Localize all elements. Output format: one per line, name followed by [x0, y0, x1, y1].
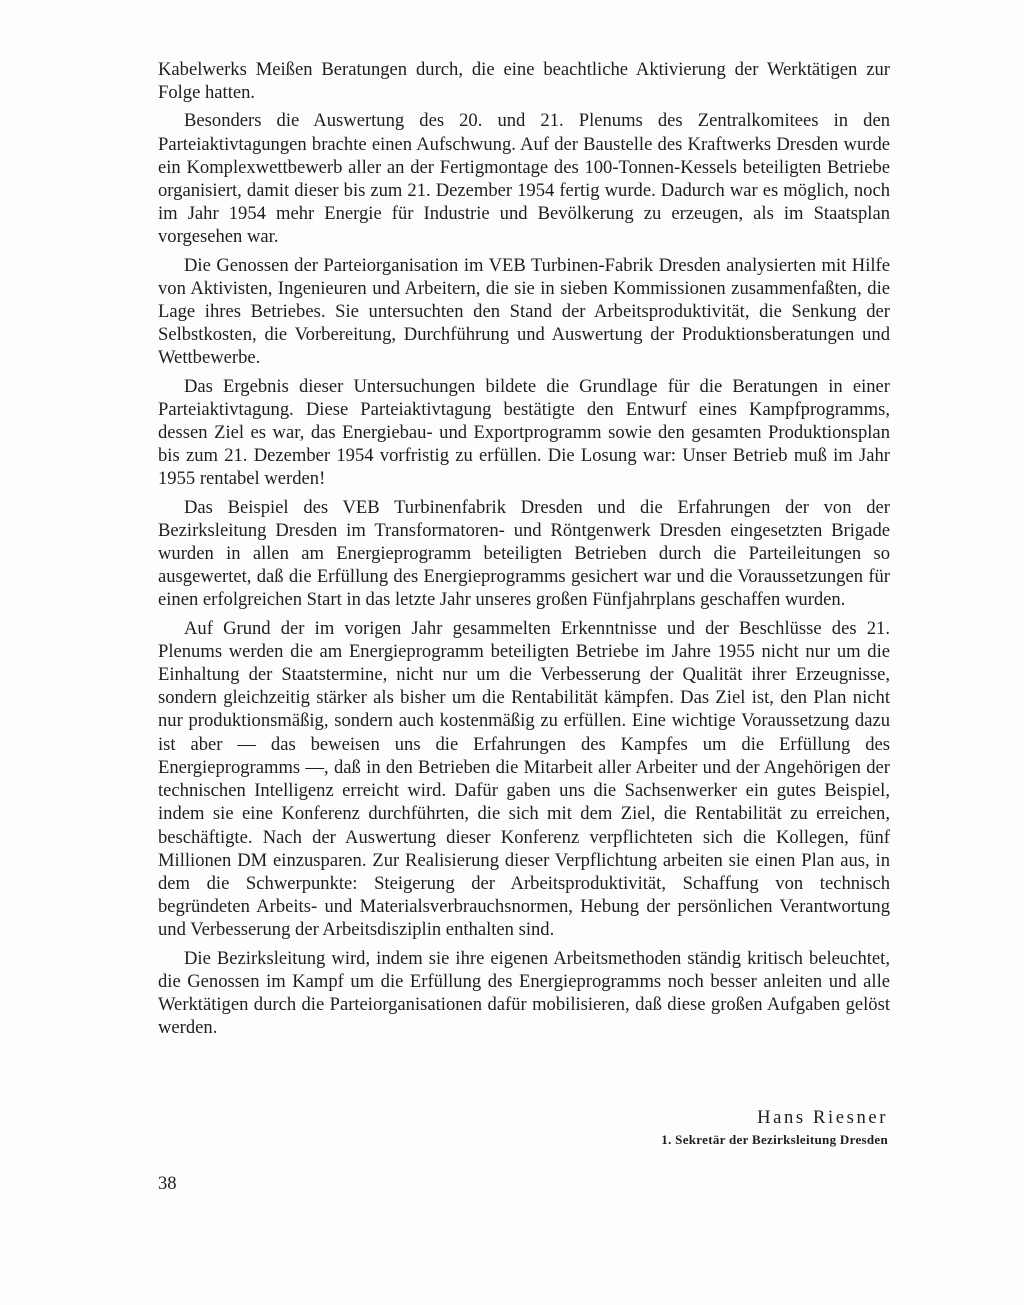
signature-name: Hans Riesner — [757, 1107, 888, 1128]
paragraph: Das Beispiel des VEB Turbinenfabrik Dresden und die Erfahrungen der von der Bezirksleitung Dresden im Transformatoren- und Röntgenwerk Dresden eingesetzten Brigade wurden in allen am Energieprogramm beteiligten Betrieben durch die Parteileitungen so ausgewertet, daß die Erfüllung des Energieprogramms gesichert war und die Voraussetzungen für einen erfolgreichen Start in das letzte Jahr unseres großen Fünfjahrplans geschaffen wurden. — [158, 496, 890, 611]
page-number: 38 — [158, 1173, 177, 1194]
paragraph: Das Ergebnis dieser Untersuchungen bildete die Grundlage für die Beratungen in einer Parteiaktivtagung. Diese Parteiaktivtagung bestätigte den Entwurf eines Kampfprogramms, dessen Ziel es war, das Energiebau- und Exportprogramm sowie den gesamten Produktionsplan bis zum 21. Dezember 1954 vorfristig zu erfüllen. Die Losung war: Unser Betrieb muß im Jahr 1955 rentabel werden! — [158, 375, 890, 490]
paragraph-continuation: Kabelwerks Meißen Beratungen durch, die eine beachtliche Aktivierung der Werktätigen zur Folge hatten. — [158, 59, 890, 104]
signature-block — [661, 1106, 888, 1149]
paragraph: Die Genossen der Parteiorganisation im VEB Turbinen-Fabrik Dresden analysierten mit Hilfe von Aktivisten, Ingenieuren und Arbeitern, die sie in sieben Kommissionen zusammenfaßten, die Lage ihres Betriebes. Sie untersuchten den Stand der Arbeitsproduktivität, die Senkung der Selbstkosten, die Vorbereitung, Durchführung und Auswertung der Produktionsberatungen und Wettbewerbe. — [158, 254, 890, 369]
body-text — [158, 58, 890, 1039]
paragraph: Besonders die Auswertung des 20. und 21. Plenums des Zentralkomitees in den Parteiaktivtagungen brachte einen Aufschwung. Auf der Baustelle des Kraftwerks Dresden wurde ein Komplexwettbewerb aller an der Fertigmontage des 100-Tonnen-Kessels beteiligten Betriebe organisiert, damit dieser bis zum 21. Dezember 1954 fertig wurde. Dadurch war es möglich, noch im Jahr 1954 mehr Energie für Industrie und Bevölkerung zu erzeugen, als im Staatsplan vorgesehen war. — [158, 110, 890, 248]
paragraph: Die Bezirksleitung wird, indem sie ihre eigenen Arbeitsmethoden ständig kritisch beleuchtet, die Genossen im Kampf um die Erfüllung des Energieprogramms noch besser anleiten und alle Werktätigen durch die Parteiorganisationen dafür mobilisieren, daß diese großen Aufgaben gelöst werden. — [158, 947, 890, 1039]
paragraph: Auf Grund der im vorigen Jahr gesammelten Erkenntnisse und der Beschlüsse des 21. Plenums werden die am Energieprogramm beteiligten Betriebe im Jahre 1955 nicht nur um die Einhaltung der Staatstermine, nicht nur um die Verbesserung der Qualität ihrer Erzeugnisse, sondern gleichzeitig stärker als bisher um die Rentabilität kämpfen. Das Ziel ist, den Plan nicht nur produktionsmäßig, sondern auch kostenmäßig zu erfüllen. Eine wichtige Voraussetzung dazu ist aber — das beweisen uns die Erfahrungen des Kampfes um die Erfüllung des Energieprogramms —, daß in den Betrieben die Mitarbeit aller Arbeiter und der Angehörigen der technischen Intelligenz erreicht wird. Dafür gaben uns die Sachsenwerker ein gutes Beispiel, indem sie eine Konferenz durchführten, die sich mit dem Ziel, die Rentabilität zu erreichen, beschäftigte. Nach der Auswertung dieser Konferenz verpflichteten sich die Kollegen, fünf Millionen DM einzusparen. Zur Realisierung dieser Verpflichtung arbeiten sie einen Plan aus, in dem die Schwerpunkte: Steigerung der Arbeitsproduktivität, Schaffung von technisch begründeten Arbeits- und Materialsverbrauchsnormen, Hebung der persönlichen Verantwortung und Verbesserung der Arbeitsdisziplin enthalten sind. — [158, 617, 890, 941]
signature-title: 1. Sekretär der Bezirksleitung Dresden — [661, 1132, 888, 1147]
